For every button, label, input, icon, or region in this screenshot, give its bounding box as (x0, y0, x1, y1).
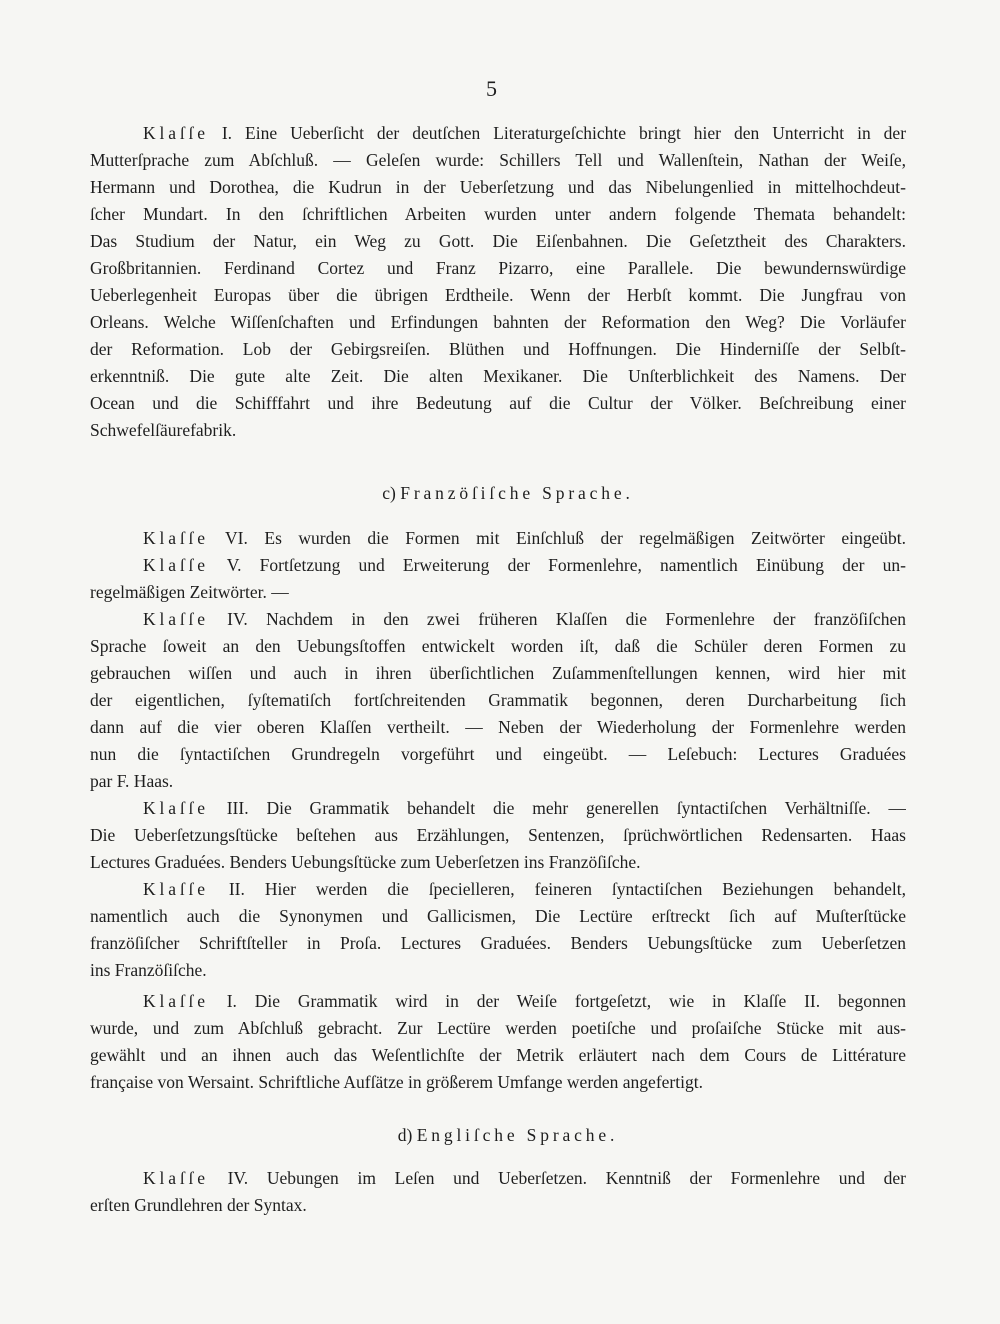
class-number: II. (228, 879, 245, 899)
text-line (90, 795, 906, 822)
line-text: Nachdem in den zwei früheren Klaſſen die Formenlehre der franzöſiſchen (266, 609, 906, 629)
text-line: Lectures Graduées. Benders Uebungsſtücke zum Ueberſetzen ins Franzöſiſche. (90, 852, 641, 872)
text-line: erkenntniß. Die gute alte Zeit. Die alten Mexikaner. Die Unſterblichkeit des Namens. Der (90, 366, 906, 386)
french-section (90, 525, 906, 1096)
text-line: française von Wersaint. Schriftliche Aufſätze in größerem Umfange werden angefertigt. (90, 1072, 703, 1092)
text-line: erſten Grundlehren der Syntax. (90, 1195, 307, 1215)
text-line (90, 552, 906, 579)
text-line: ins Franzöſiſche. (90, 960, 207, 980)
heading-title: Engliſche Sprache. (416, 1125, 619, 1145)
english-section (90, 1165, 906, 1219)
text-line: franzöſiſcher Schriftſteller in Proſa. Lectures Graduées. Benders Uebungsſtücke zum Ueberſetzen (90, 933, 906, 953)
text-line: Die Ueberſetzungsſtücke beſtehen aus Erzählungen, Sentenzen, ſprüchwörtlichen Redensarten. Haas (90, 825, 906, 845)
class-label: Klaſſe (143, 123, 209, 143)
text-line: dann auf die vier oberen Klaſſen vertheilt. — Neben der Wiederholung der Formenlehre werden (90, 717, 906, 737)
german-section (90, 120, 906, 444)
text-line: Orleans. Welche Wiſſenſchaften und Erfindungen bahnten der Reformation den Weg? Die Vorläufer (90, 312, 906, 332)
class-label: Klaſſe (143, 1168, 209, 1188)
text-line (90, 1165, 906, 1192)
heading-prefix: c) (382, 483, 396, 503)
text-line: Ueberlegenheit Europas über die übrigen Erdtheile. Wenn der Herbſt kommt. Die Jungfrau von (90, 285, 906, 305)
class-label: Klaſſe (143, 609, 209, 629)
class-number: I. (221, 123, 233, 143)
text-line: Hermann und Dorothea, die Kudrun in der Ueberſetzung und das Nibelungenlied in mittelhochdeut- (90, 177, 906, 197)
text-line: Ocean und die Schifffahrt und ihre Bedeutung auf die Cultur der Völker. Beſchreibung einer (90, 393, 906, 413)
text-line (90, 606, 906, 633)
class-number: I. (226, 991, 237, 1011)
class-number: IV. (227, 609, 248, 629)
text-line: Schwefelſäurefabrik. (90, 420, 237, 440)
class-number: III. (226, 798, 249, 818)
text-line: Das Studium der Natur, ein Weg zu Gott. Die Eiſenbahnen. Die Geſetztheit des Charakters. (90, 231, 906, 251)
line-text: Die Grammatik wird in der Weiſe fortgeſetzt, wie in Klaſſe II. begonnen (254, 991, 906, 1011)
class-label: Klaſſe (143, 879, 209, 899)
class-label: Klaſſe (143, 798, 209, 818)
text-line: regelmäßigen Zeitwörter. — (90, 582, 289, 602)
text-line: gebrauchen wiſſen und auch in ihren überſichtlichen Zuſammenſtellungen kennen, wird hier mit (90, 663, 906, 683)
class-number: VI. (225, 528, 248, 548)
text-line: par F. Haas. (90, 771, 174, 791)
section-heading-french (90, 480, 926, 507)
text-line (90, 988, 906, 1015)
line-text: Hier werden die ſpecielleren, feineren ſyntactiſchen Beziehungen behandelt, (264, 879, 906, 899)
text-line: ſcher Mundart. In den ſchriftlichen Arbeiten wurden unter andern folgende Themata behandelt: (90, 204, 906, 224)
text-line (90, 120, 906, 147)
line-text: Uebungen im Leſen und Ueberſetzen. Kenntniß der Formenlehre und der (266, 1168, 906, 1188)
text-line: Sprache ſoweit an den Uebungsſtoffen entwickelt worden iſt, daß die Schüler deren Formen zu (90, 636, 906, 656)
text-line: namentlich auch die Synonymen und Gallicismen, Die Lectüre erſtreckt ſich auf Muſterſtücke (90, 906, 906, 926)
text-line: der Reformation. Lob der Gebirgsreiſen. Blüthen und Hoffnungen. Die Hinderniſſe der Selbſt- (90, 339, 906, 359)
heading-prefix: d) (397, 1125, 413, 1145)
text-line (90, 525, 906, 552)
class-label: Klaſſe (143, 991, 209, 1011)
page-number: 5 (486, 76, 497, 101)
class-label: Klaſſe (143, 555, 209, 575)
text-line: wurde, und zum Abſchluß gebracht. Zur Lectüre werden poetiſche und proſaiſche Stücke mit aus- (90, 1018, 906, 1038)
line-text: Die Grammatik behandelt die mehr generellen ſyntactiſchen Verhältniſſe. — (266, 798, 906, 818)
text-line (90, 876, 906, 903)
text-line: Mutterſprache zum Abſchluß. — Geleſen wurde: Schillers Tell und Wallenſtein, Nathan der Weiſe, (90, 150, 906, 170)
text-line: Großbritannien. Ferdinand Cortez und Franz Pizarro, eine Parallele. Die bewundernswürdige (90, 258, 906, 278)
heading-title: Franzöſiſche Sprache. (400, 483, 634, 503)
line-text: Es wurden die Formen mit Einſchluß der regelmäßigen Zeitwörter eingeübt. (264, 528, 906, 548)
text-line: gewählt und an ihnen auch das Weſentlichſte der Metrik erläutert nach dem Cours de Littérature (90, 1045, 906, 1065)
line-text: Eine Ueberſicht der deutſchen Literaturgeſchichte bringt hier den Unterricht in der (245, 123, 906, 143)
line-text: Fortſetzung und Erweiterung der Formenlehre, namentlich Einübung der un- (259, 555, 906, 575)
section-heading-english (90, 1122, 926, 1149)
text-line: der eigentlichen, ſyſtematiſch fortſchreitenden Grammatik begonnen, deren Durcharbeitung ſich (90, 690, 906, 710)
class-number: V. (226, 555, 242, 575)
class-label: Klaſſe (143, 528, 209, 548)
class-number: IV. (227, 1168, 249, 1188)
text-line: nun die ſyntactiſchen Grundregeln vorgeführt und eingeübt. — Leſebuch: Lectures Graduées (90, 744, 906, 764)
